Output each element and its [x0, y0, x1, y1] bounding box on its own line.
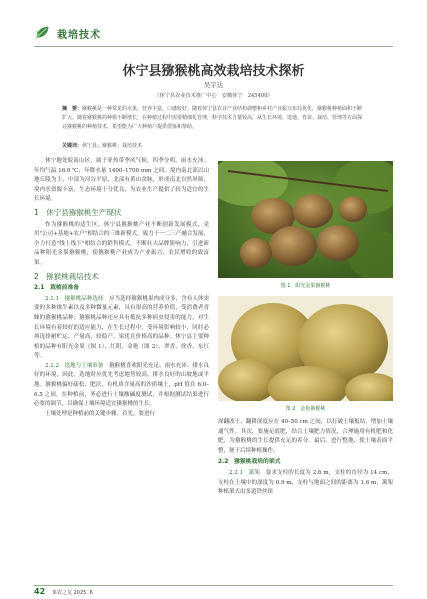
section-2-2-1-text: 要求支柱的长度为 2.6 m，支柱的直径为 14 cm，支柱在土壤中的深度为 0.9 m，支柱与地面之间的距离为 1.6 m，篱架种植架式由多道铁丝组	[218, 469, 393, 496]
section-2-1-1-label: 2.1.1 猕猴桃品种选择	[45, 295, 104, 302]
intro-paragraph: 休宁地处皖南山区，属于亚热带季风气候，四季分明，雨水充沛。年均气温 16.0 ℃，年降水量 1400–1700 mm 之间。境内南北部以山地丘陵为主，中部为河谷平原，北部有黄山余脉，形成南北自然屏障，境内水资源丰富，生态环境十分优良，为农业生产提供了较为适宜的生长环境。	[34, 158, 209, 203]
abstract	[62, 105, 365, 132]
figure-1-caption: 图 1 阳光金果猕猴桃	[280, 283, 331, 289]
keywords-label: 关键词：	[62, 143, 83, 149]
keywords	[62, 142, 365, 149]
right-column	[218, 418, 393, 498]
journal-name: 果农之友 2025. 6	[52, 590, 93, 596]
left-column	[34, 157, 209, 419]
section-2-1-2-paragraph	[34, 362, 209, 410]
section-2-1-heading: 2.1 栽植前准备	[34, 285, 80, 292]
page-number: 42	[34, 587, 46, 596]
section-2-1-1-paragraph	[34, 295, 209, 362]
section-2-2-heading: 2.2 猕猴桃栽培的架式	[218, 459, 281, 466]
article-affiliation: （休宁县农业技术推广中心 安徽休宁 245400）	[154, 93, 273, 99]
figure-1-photo	[218, 161, 393, 278]
figure-2-photo	[218, 296, 393, 401]
article-author: 吴宇达	[203, 81, 224, 89]
page-header	[34, 24, 101, 42]
abstract-label: 摘 要：	[62, 106, 83, 112]
footer-divider	[34, 585, 393, 586]
section-label: 栽培技术	[57, 29, 101, 41]
right-column-paragraph-1: 深翻改土，翻耕深度应在 40–50 cm 之间，以打破土壤板结，增加土壤通气性。其次，要施足底肥，结合土壤肥力情况，合理施用有机肥和化肥，为猕猴桃的生长提供充足的养分。最后，进行整地，使土壤表面平整，便于后续种植操作。	[218, 419, 393, 454]
section-2-heading: 2 猕猴桃栽培技术	[34, 271, 99, 281]
section-1-paragraph: 作为猕猴桃的适生区，休宁县猕猴桃产业不断创新发展模式，采用"公司+基地+农户"相结合的三维新模式，致力于一二三产融合发展，全力打造"线上线下"相结合的销售模式，不断壮大品牌影响力，引进新品种阳光金果猕猴桃，使猕猴桃产业成为产业振兴、农民增收的致富果。	[34, 221, 209, 266]
section-2-1-2-label: 2.1.2 选地与土壤准备	[45, 362, 104, 369]
article-title: 休宁县猕猴桃高效栽培技术探析	[122, 64, 305, 79]
leaf-icon	[34, 24, 52, 42]
section-2-1-2-text: 猕猴桃喜欢阳光充足、雨水充沛、排水良好的环境。因此，选地时应优先考虑地势较高、排水良好的山坡地或平地。猕猴桃偏好疏松、肥沃、有机质含量高的沙质壤土，pH 值在 6.0–6.5 之间。在种植前，务必进行土壤酸碱度测试，并根据测试结果进行必要的调节，以确保土壤环境适宜猕猴桃的生长。	[34, 362, 209, 408]
section-1-heading: 1 休宁县猕猴桃生产现状	[34, 207, 122, 217]
section-2-1-1-text: 应当选择猕猴桃果肉成分多，含有人体需要的多种维生素以及多种微量元素，具有很高的营养价值，受消费者青睐的猕猴桃品种；猕猴桃品种还应具有抵抗多种病虫侵害的能力，对生长环境有着较好的适应能力，在生长过程中，受环境影响较小；同时必须选择耐贮运、产量高、较稳产、果优且价格高的品种。休宁县主要种植的品种有阳光金果（图 1）、红阳、金艳（图 2）、翠香、徐香、东红等。	[34, 295, 209, 360]
section-2-2-1-paragraph	[218, 469, 393, 498]
keywords-text: 休宁县；猕猴桃；栽培技术	[82, 143, 143, 149]
section-2-2-1-label: 2.2.1 篱架	[229, 469, 261, 476]
header-divider	[34, 46, 393, 47]
abstract-text: 猕猴桃是一种常见的水果，营养丰富，口感较好。随着休宁县农业产业结构调整和乡村产业振兴布局优化，猕猴桃种植面积不断扩大。随着猕猴桃的种植不断增长，在种植过程中需要精细化管理，科学技术含量较高，从生长环境、选地、育苗、栽培、管理等方面探讨猕猴桃的种植技术，希望能为广大种植户提供借鉴和帮助。	[62, 106, 363, 130]
section-2-1-2-paragraph-2: 土壤处理是种植前的关键步骤。首先，要进行	[45, 410, 156, 417]
figure-2-caption: 图 2 金艳猕猴桃	[285, 406, 326, 412]
